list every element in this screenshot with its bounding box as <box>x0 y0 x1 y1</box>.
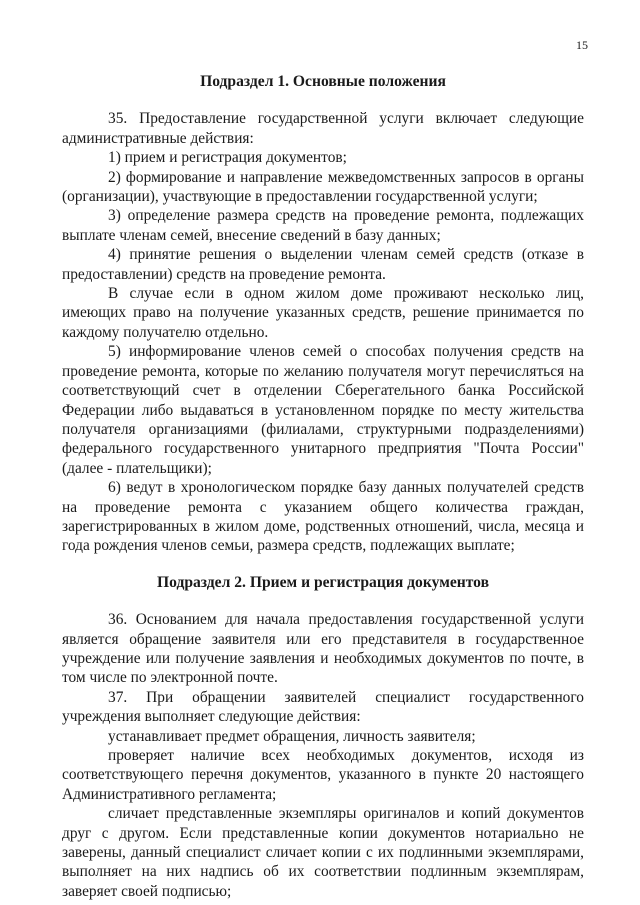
list-item-2: 2) формирование и направление межведомственных запросов в органы (организации), участвующие в предоставлении государственной услуги; <box>62 168 584 206</box>
page-number: 15 <box>576 38 588 52</box>
paragraph-35: 35. Предоставление государственной услуги включает следующие административные действия: <box>62 110 584 147</box>
action-check-documents: проверяет наличие всех необходимых документов, исходя из соответствующего перечня документов, указанного в пункте 20 настоящего Административного регламента; <box>62 747 584 803</box>
section-1-heading: Подраздел 1. Основные положения <box>200 73 446 90</box>
action-establish-subject: устанавливает предмет обращения, личность заявителя; <box>108 727 476 745</box>
paragraph-multiple-residents: В случае если в одном жилом доме проживают несколько лиц, имеющих право на получение указанных средств, решение принимается по каждому получателю отдельно. <box>62 285 584 341</box>
action-compare-copies: сличает представленные экземпляры оригиналов и копий документов друг с другом. Если представленные копии документов нотариально не заверены, данный специалист сличает копии с их подлинными экземплярами, выполняет на них надпись об их соответствии подлинным экземплярам, заверяет своей подписью; <box>62 805 584 900</box>
document-body <box>62 72 584 901</box>
list-item-3: 3) определение размера средств на проведение ремонта, подлежащих выплате членам семей, внесение сведений в базу данных; <box>62 207 584 244</box>
list-item-1: 1) прием и регистрация документов; <box>108 149 347 167</box>
paragraph-37: 37. При обращении заявителей специалист государственного учреждения выполняет следующие действия: <box>62 688 584 726</box>
list-item-6: 6) ведут в хронологическом порядке базу данных получателей средств на проведение ремонта с указанием общего количества граждан, зарегистрированных в жилом доме, родственных отношений, числа, месяца и года рождения членов семьи, размера средств, подлежащих выплате; <box>62 479 584 555</box>
list-item-5: 5) информирование членов семей о способах получения средств на проведение ремонта, которые по желанию получателя могут перечисляться на соответствующий счет в отделении Сберегательного банка Российской Федерации либо выдаваться в установленном порядке по месту жительства получателя организациями (филиалами, структурными подразделениями) федерального государственного унитарного предприятия "Почта России" (далее - плательщики); <box>62 343 584 477</box>
list-item-4: 4) принятие решения о выделении членам семей средств (отказе в предоставлении) средств на проведение ремонта. <box>62 246 584 283</box>
paragraph-36: 36. Основанием для начала предоставления государственной услуги является обращение заявителя или его представителя в государственное учреждение или получение заявления и необходимых документов по почте, в том числе по электронной почте. <box>62 611 584 687</box>
section-2-heading: Подраздел 2. Прием и регистрация документов <box>156 573 490 591</box>
